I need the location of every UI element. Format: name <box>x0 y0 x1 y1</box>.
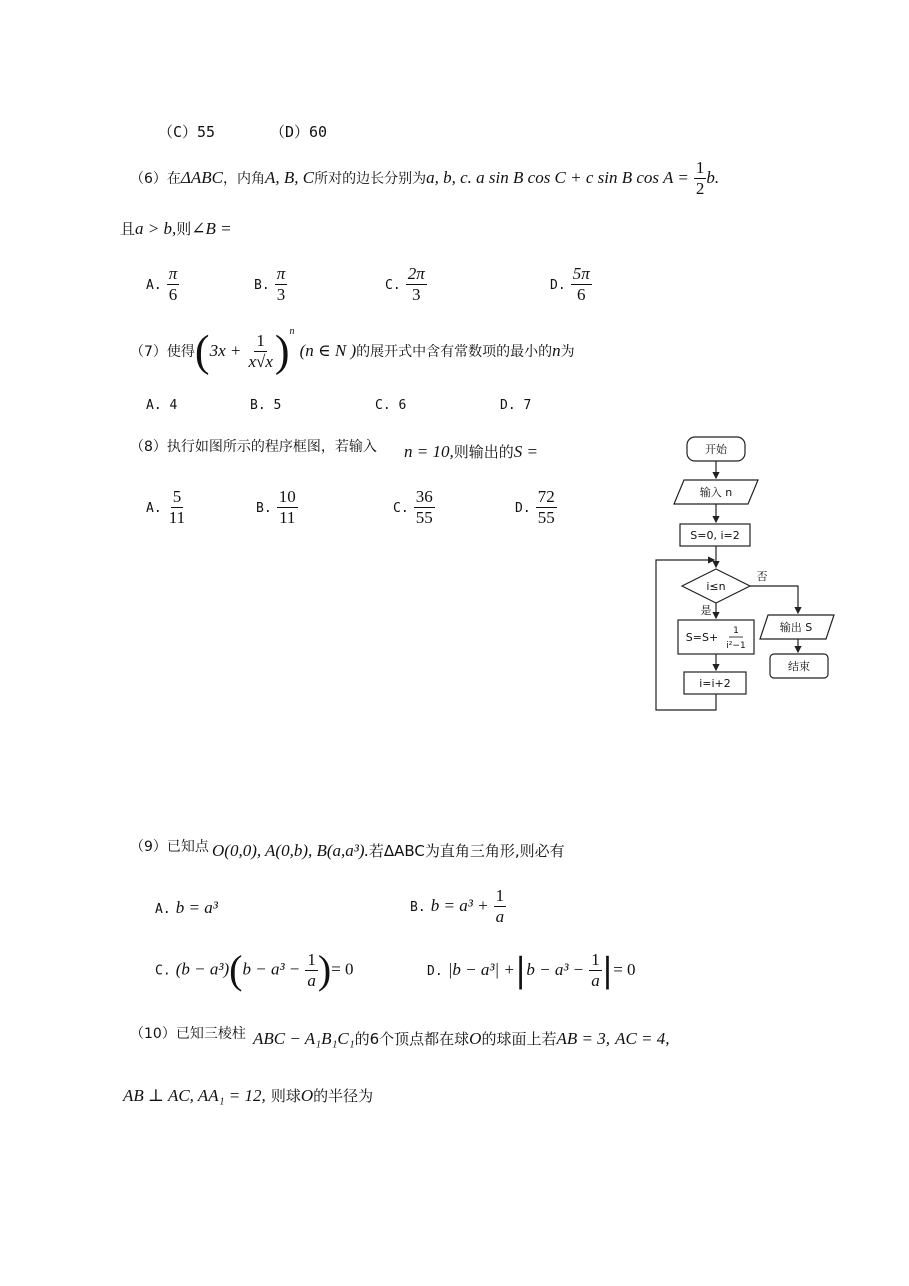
q9-stem: （9）已知点 <box>130 839 209 855</box>
flow-update-numerator: 1 <box>733 626 739 636</box>
q7-option-d: D. 7 <box>500 398 532 413</box>
q9-stem-math: O(0,0), A(0,b), B(a,a³).若ΔABC为直角三角形,则必有 <box>212 841 565 860</box>
q7-option-a: A. 4 <box>146 398 178 413</box>
q7-stem: （7）使得(3x + $\frac{1}{x√x}$ )$^n$ (n ∈ N )的展开式中含有常数项的最小的n为 <box>130 326 575 376</box>
q6-option-c: C. $\frac{2\pi}{3}$ <box>385 264 425 304</box>
flow-condition-label: i≤n <box>706 580 726 593</box>
q7-option-b: B. 5 <box>250 398 282 413</box>
q7-option-c: C. 6 <box>375 398 407 413</box>
q10-stem-math: ABC − A₁B₁C₁的6个顶点都在球O的球面上若AB = 3, AC = 4, <box>253 1029 670 1048</box>
flow-init-label: S=0, i=2 <box>690 529 740 542</box>
flow-output-label: 输出 S <box>779 621 813 634</box>
q8-stem-math: n = 10,则输出的S = <box>404 442 538 461</box>
flow-update-denominator: i²−1 <box>726 641 746 651</box>
q6-half-fraction: $\frac{1}{2}$ <box>695 158 705 198</box>
program-flowchart <box>650 430 850 720</box>
q6-stem-line2: 且a > b,则∠B = <box>120 219 232 238</box>
flow-yes-label: 是 <box>700 604 712 617</box>
q10-stem-line2: AB ⊥ AC, AA₁ = 12, 则球O的半径为 <box>123 1086 374 1105</box>
q10-stem: （10）已知三棱柱 <box>130 1026 246 1042</box>
q9-option-a: A. b = a³ <box>155 898 218 917</box>
q8-option-d: D. $\frac{72}{55}$ <box>515 487 555 527</box>
q8-option-a: A. $\frac{5}{11}$ <box>146 487 186 527</box>
flow-start-label: 开始 <box>705 443 727 456</box>
q5-option-d: （D）60 <box>270 123 328 141</box>
q8-option-c: C. $\frac{36}{55}$ <box>393 487 433 527</box>
q6-stem: （6）在ΔABC，内角A, B, C所对的边长分别为a, b, c. a sin B cos C + c sin B cos A = $\frac{1}{2}$ b. <box>130 158 720 198</box>
flow-update-label: S=S+ <box>685 631 719 644</box>
q9-option-d: D. |b − a³| +|b − a³ − $\frac{1}{a}$ |= 0 <box>427 950 636 991</box>
q5-option-c: （C）55 <box>158 123 216 141</box>
q6-option-b: B. $\frac{\pi}{3}$ <box>254 264 286 304</box>
q6-option-d: D. $\frac{5\pi}{6}$ <box>550 264 590 304</box>
q9-option-b: B. b = a³ + $\frac{1}{a}$ <box>410 886 505 926</box>
flow-no-label: 否 <box>756 570 768 583</box>
q6-option-a: A. $\frac{\pi}{6}$ <box>146 264 178 304</box>
flow-input-label: 输入 n <box>699 486 733 499</box>
flow-increment-label: i=i+2 <box>699 677 731 690</box>
q8-stem: （8）执行如图所示的程序框图，若输入 <box>130 439 377 455</box>
flow-end-label: 结束 <box>788 660 810 673</box>
q9-option-c: C. (b − a³)(b − a³ − $\frac{1}{a}$ )= 0 <box>155 947 354 992</box>
q8-option-b: B. $\frac{10}{11}$ <box>256 487 296 527</box>
